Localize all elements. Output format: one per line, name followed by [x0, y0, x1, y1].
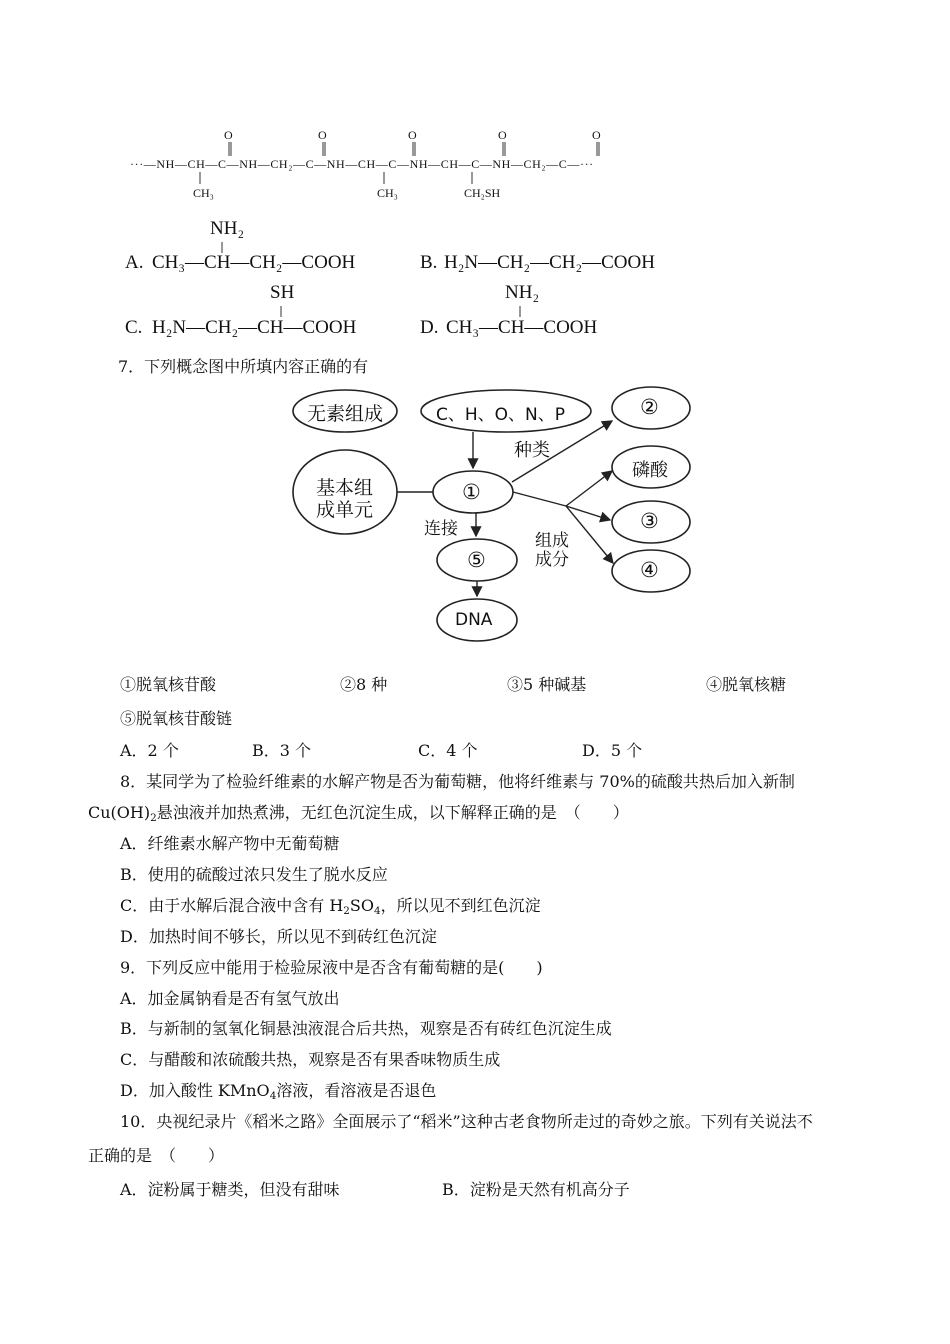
node-dna: DNA [455, 610, 493, 630]
q8-option-b[interactable]: B．使用的硫酸过浓只发生了脱水反应 [120, 865, 388, 884]
q7-item-3: ③5 种碱基 [507, 675, 587, 694]
q9-option-b[interactable]: B．与新制的氢氧化铜悬浊液混合后共热，观察是否有砖红色沉淀生成 [120, 1019, 612, 1038]
q7-item-4: ④脱氧核糖 [706, 675, 787, 694]
q7-option-b[interactable]: B．3 个 [252, 741, 312, 760]
node-circle-5: ⑤ [467, 548, 486, 572]
q7-option-c[interactable]: C．4 个 [418, 741, 478, 760]
q7-option-a[interactable]: A．2 个 [120, 741, 179, 760]
option-c-formula: H₂N—CH₂—CH—COOH [152, 317, 357, 338]
q9-d-sub: 4 [269, 1090, 277, 1102]
q7-item-2: ②8 种 [340, 675, 388, 694]
q8-formula-text: Cu(OH) [88, 803, 151, 822]
q8-option-c[interactable] [120, 896, 541, 921]
q8-stem-line2 [88, 803, 629, 828]
q8-c-prefix: C．由于水解后混合液中含有 H [120, 896, 344, 915]
side-chain-2: CH₃ [377, 186, 398, 200]
q8-c-sub1: 2 [343, 905, 350, 917]
q8-c-sub2: 4 [374, 905, 381, 917]
node-phosphate: 磷酸 [632, 460, 668, 481]
q8-formula-sub: 2 [150, 812, 157, 824]
q7-item-1: ①脱氧核苷酸 [120, 675, 217, 694]
carbonyl-oxygen-3: O [408, 128, 417, 142]
option-b-formula: H₂N—CH₂—CH₂—COOH [444, 252, 655, 273]
node-basic-unit-line1: 基本组 [316, 477, 374, 499]
q8-option-a[interactable]: A．纤维素水解产物中无葡萄糖 [120, 834, 340, 853]
node-basic-unit-line2: 成单元 [316, 499, 374, 521]
q8-c-rest: ，所以见不到红色沉淀 [380, 896, 541, 915]
label-connect: 连接 [424, 519, 458, 539]
q10-option-b[interactable]: B．淀粉是天然有机高分子 [442, 1180, 630, 1199]
q8-stem-line1: 8．某同学为了检验纤维素的水解产物是否为葡萄糖，他将纤维素与 70%的硫酸共热后加入新制 [120, 772, 795, 791]
option-c-label[interactable]: C. [125, 317, 143, 338]
q9-option-d[interactable] [120, 1081, 436, 1106]
q8-c-mid: SO [349, 896, 374, 915]
q9-d-rest: 溶液，看溶液是否退色 [276, 1081, 437, 1100]
q10-stem-line2: 正确的是 （ ） [88, 1146, 225, 1165]
carbonyl-oxygen-4: O [498, 128, 507, 142]
side-chain-1: CH₃ [193, 186, 214, 200]
node-elements: C、H、O、N、P [436, 405, 566, 425]
q7-item-5: ⑤脱氧核苷酸链 [120, 709, 233, 728]
label-composition-line1: 组成 [535, 531, 569, 551]
option-a-label[interactable]: A. [125, 252, 144, 273]
q10-stem-line1: 10．央视纪录片《稻米之路》全面展示了“稻米”这种古老食物所走过的奇妙之旅。下列有关说法不 [120, 1112, 813, 1131]
q9-d-prefix: D．加入酸性 KMnO [120, 1081, 270, 1100]
node-circle-4: ④ [640, 558, 659, 582]
node-circle-3: ③ [640, 509, 659, 533]
q9-option-a[interactable]: A．加金属钠看是否有氢气放出 [120, 989, 340, 1008]
q8-option-d[interactable]: D．加热时间不够长，所以见不到砖红色沉淀 [120, 927, 437, 946]
carbonyl-oxygen-5: O [592, 128, 601, 142]
node-element-composition: 无素组成 [307, 403, 384, 425]
side-chain-3: CH₂SH [464, 186, 501, 200]
option-a-formula: CH₃—CH—CH₂—COOH [152, 252, 356, 273]
q7-option-d[interactable]: D．5 个 [582, 741, 643, 760]
peptide-main-chain: ···—NH—CH—C—NH—CH₂—C—NH—CH—C—NH—CH—C—NH—CH₂—C—··· [130, 157, 594, 171]
option-d-amino-group: NH₂ [505, 282, 540, 303]
node-circle-1: ① [462, 480, 481, 504]
option-d-formula: CH₃—CH—COOH [446, 317, 598, 338]
label-composition-line2: 成分 [535, 550, 569, 570]
carbonyl-oxygen-1: O [224, 128, 233, 142]
option-d-label[interactable]: D. [420, 317, 439, 338]
q7-stem: 7．下列概念图中所填内容正确的有 [118, 357, 369, 376]
q9-option-c[interactable]: C．与醋酸和浓硫酸共热，观察是否有果香味物质生成 [120, 1050, 501, 1069]
option-c-thiol-group: SH [270, 282, 295, 303]
option-b-label[interactable]: B. [420, 252, 438, 273]
label-kind: 种类 [514, 440, 550, 461]
q9-stem: 9．下列反应中能用于检验尿液中是否含有葡萄糖的是( ) [120, 958, 543, 977]
option-a-amino-group: NH₂ [210, 218, 245, 239]
q10-option-a[interactable]: A．淀粉属于糖类，但没有甜味 [120, 1180, 340, 1199]
carbonyl-oxygen-2: O [318, 128, 327, 142]
q8-stem-rest: 悬浊液并加热煮沸，无红色沉淀生成，以下解释正确的是 （ ） [156, 803, 629, 822]
node-circle-2: ② [640, 395, 659, 419]
